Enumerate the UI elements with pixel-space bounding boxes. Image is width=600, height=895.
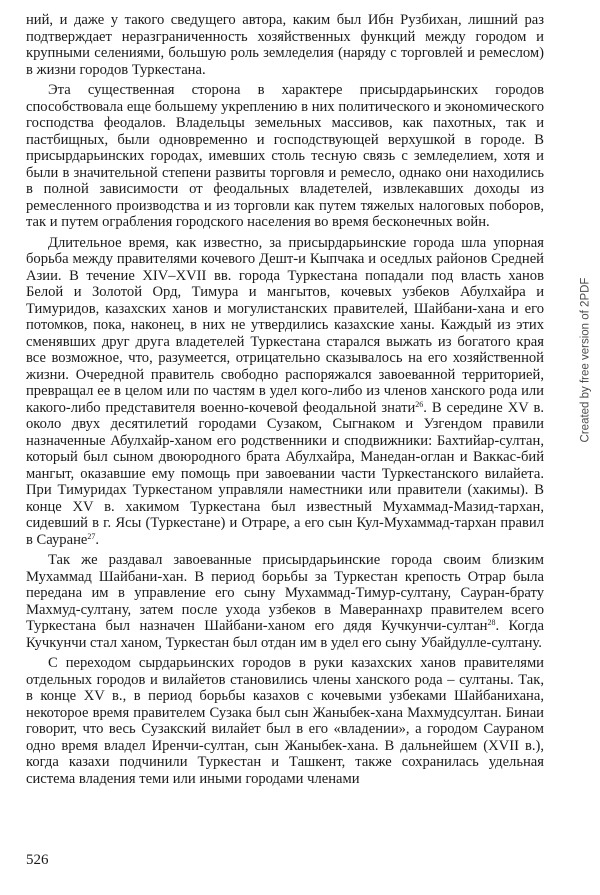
paragraph-text: Так же раздавал завоеванные присырдарьинские города своим близким Мухаммад Шайбани-хан. В период борьбы за Туркестан крепость Отрар была передана им в управление его сыну Мухаммад-Тимур-султану, Сауран-брату Махмуд-султану, затем после ухода узбеков в Мавераннахр правителем всего Туркестана был назначен Шайбани-ханом его дядя Кучкунчи-султан: [26, 552, 544, 634]
page-number: 526: [26, 852, 49, 868]
watermark: [578, 200, 592, 520]
paragraph: [26, 655, 544, 787]
paragraph-text: Эта существенная сторона в характере присырдарьинских городов способствовала еще большему укреплению в них политического и экономического господства феодалов. Владельцы земельных массивов, как пахотных, так и пастбищных, были одновременно и господствующей верхушкой в городе. В присырдарьинских городах, имевших столь тесную связь с земледелием, хотя и были в значительной степени развиты торговля и ремесло, однако они находились в полной зависимости от феодальных владетелей, извлекавших доходы из ремесленного производства и из торговли как путем тяжелых налоговых поборов, так и путем ограбления городского населения во время бесконечных войн.: [26, 82, 544, 230]
paragraph: [26, 12, 544, 78]
paragraph-text: .: [95, 531, 100, 548]
paragraph: [26, 235, 544, 549]
paragraph: [26, 552, 544, 651]
paragraph-text: . В середине XV в. около двух десятилетий городами Сузаком, Сыгнаком и Узгендом правили назначенные Абулхайр-ханом его родственники и сподвижники: Бахтийар-султан, который был сыном двоюродного брата Абулхайра, Манедан-оглан и Ваккас-бий мангыт, оказавшие ему помощь при завоевании части Туркестанского вилайета. При Тимуридах Туркестаном управляли наместники или правители (хакимы). В конце XV в. хакимом Туркестана был известный Мухаммад-Мазид-тархан, сидевший в г. Ясы (Туркестане) и Отраре, а его сын Кул-Мухаммад-тархан правил в Сауране: [26, 399, 544, 548]
footnote-ref: 28: [487, 618, 496, 627]
paragraph-text: . Когда Кучкунчи стал ханом, Туркестан был отдан им в удел его сыну Убайдулле-султану.: [26, 618, 544, 651]
footnote-ref: 27: [87, 531, 96, 541]
paragraph-text: С переходом сырдарьинских городов в руки казахских ханов правителями отдельных городов и вилайетов становились члены ханского рода – султаны. Так, в конце XV в., в период борьбы казахов с кочевыми узбеками Шайбанихана, некоторое время правителем Сузака был сын Жаныбек-хана Махмудсултан. Бинаи говорит, что весь Сузакский вилайет был в его «владении», а городом Саураном одно время владел Иренчи-султан, сын Жаныбек-хана. В дальнейшем (XVII в.), когда казахи подчинили Туркестан и Ташкент, также сохранилась удельная система владения теми или иными городами членами: [26, 655, 544, 787]
watermark-text: Created by free version of 2PDF: [579, 277, 592, 443]
paragraph-text: ний, и даже у такого сведущего автора, каким был Ибн Рузбихан, лишний раз подтверждает неразграниченность хозяйственных функций между городом и крупными селениями, большую роль земледелия (наряду с торговлей и ремеслом) в жизни городов Туркестана.: [26, 12, 544, 78]
book-page-text: [26, 12, 544, 787]
paragraph: [26, 82, 544, 231]
footnote-ref: 26: [415, 399, 424, 409]
paragraph-text: Длительное время, как известно, за присырдарьинские города шла упорная борьба между правителями кочевого Дешт-и Кыпчака и оседлых районов Средней Азии. В течение XIV–XVII вв. города Туркестана попадали под власть ханов Белой и Золотой Орд, Тимура и мангытов, кочевых узбеков Абулхайра и Тимуридов, казахских ханов и могулистанских правителей, Шайбани-хана и его потомков, пока, наконец, в них не утвердились казахские ханы. Каждый из этих сменявших друг друга владетелей Туркестана старался выжать из богатого края все возможное, что, разумеется, отрицательно сказывалось на его хозяйственной жизни. Очередной правитель свободно распоряжался завоеванной территорией, превращал ее в целом или по частям в удел кого-либо из членов ханского рода или какого-либо представителя военно-кочевой феодальной знати: [26, 234, 544, 416]
